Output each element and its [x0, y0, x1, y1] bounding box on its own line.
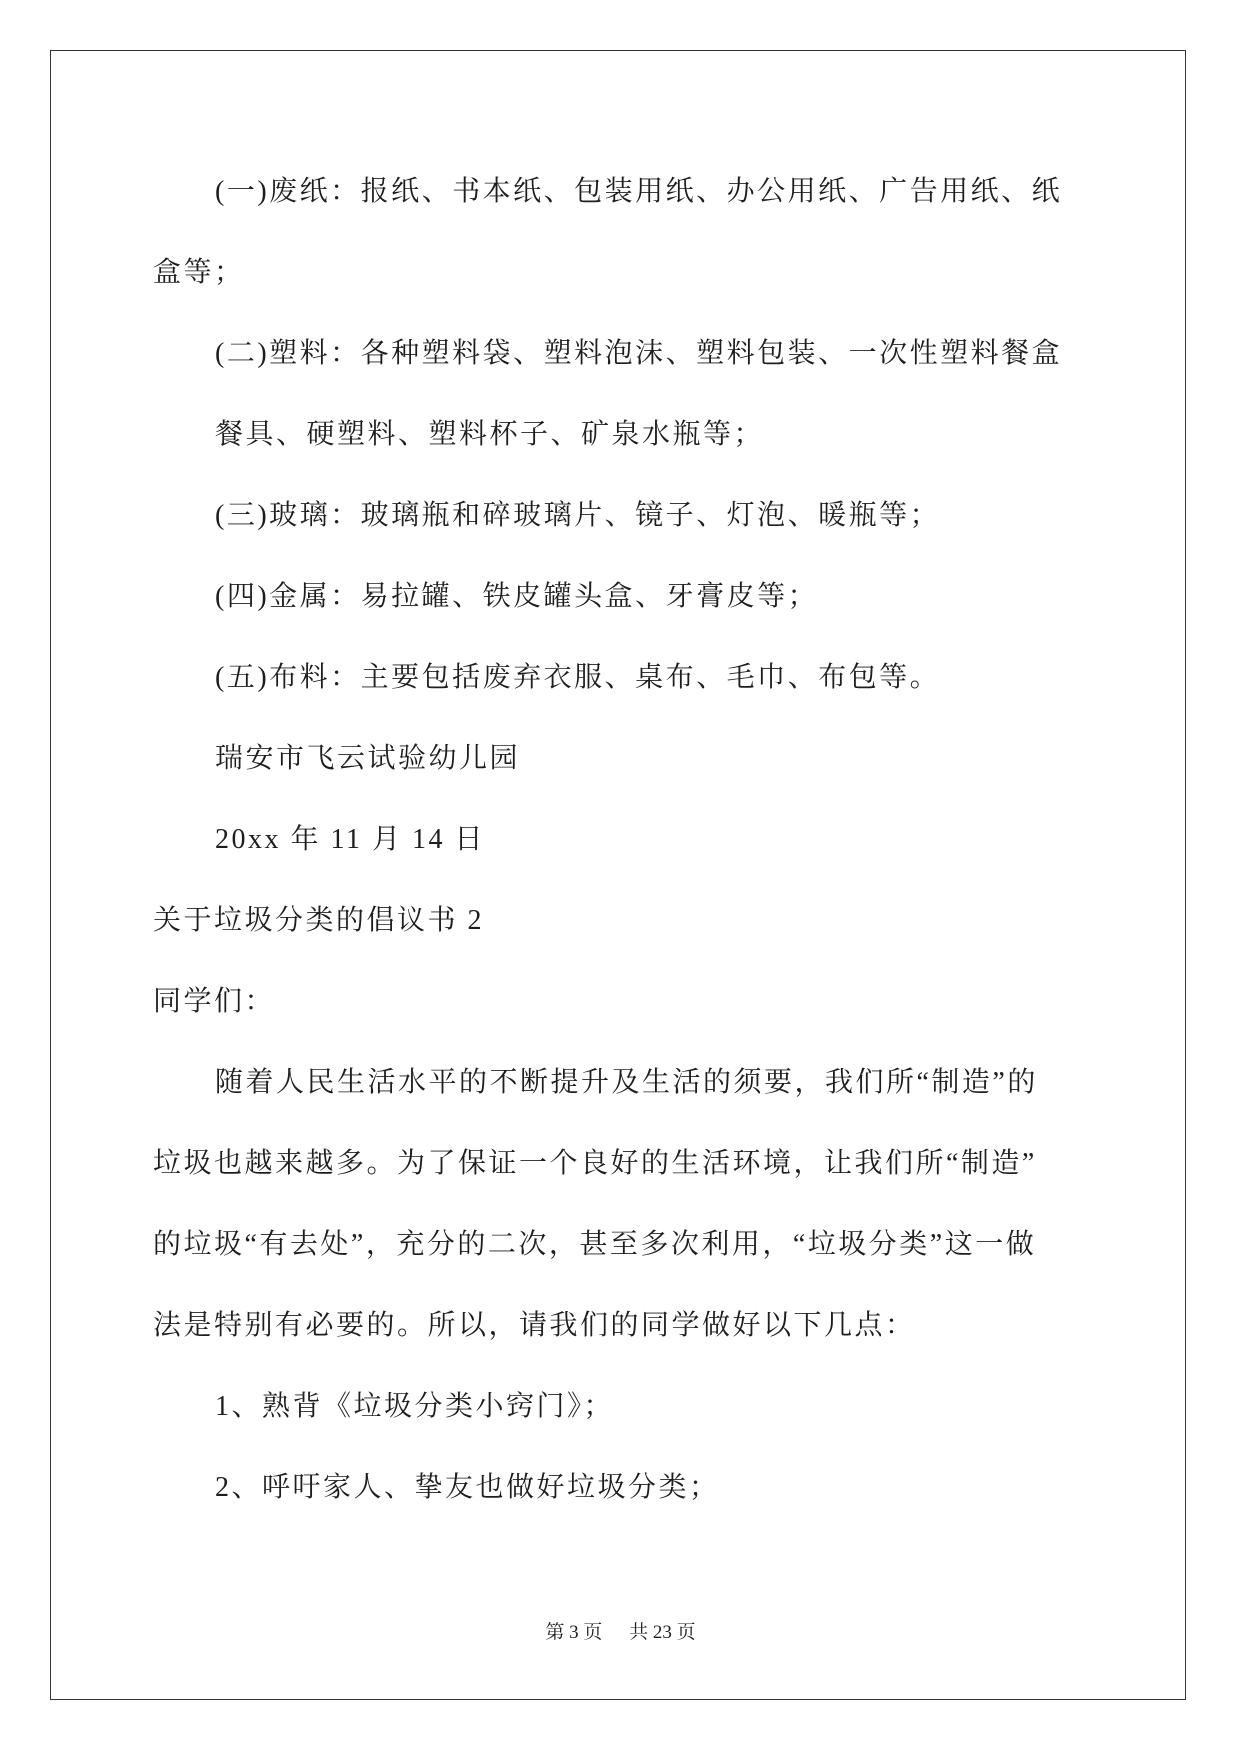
signature-date: 20xx 年 11 月 14 日: [215, 824, 485, 855]
list-item-waste-paper-continued: 盒等；: [153, 257, 245, 288]
list-item-fabric: (五)布料：主要包括废弃衣服、桌布、毛巾、布包等。: [215, 662, 941, 693]
paragraph-line: 的垃圾“有去处”，充分的二次，甚至多次利用，“垃圾分类”这一做: [153, 1229, 1037, 1260]
list-item-plastic: (二)塑料：各种塑料袋、塑料泡沫、塑料包装、一次性塑料餐盒: [215, 338, 1063, 369]
document-body: [153, 151, 1143, 1528]
section-title: 关于垃圾分类的倡议书 2: [153, 905, 485, 936]
list-item-waste-paper: (一)废纸：报纸、书本纸、包装用纸、办公用纸、广告用纸、纸: [215, 176, 1063, 207]
signature-organization: 瑞安市飞云试验幼儿园: [215, 743, 521, 774]
list-item-point-2: 2、呼吁家人、挚友也做好垃圾分类；: [215, 1472, 720, 1503]
paragraph-line: 法是特别有必要的。所以，请我们的同学做好以下几点：: [153, 1310, 916, 1341]
list-item-glass: (三)玻璃：玻璃瓶和碎玻璃片、镜子、灯泡、暖瓶等；: [215, 500, 941, 531]
page-footer: [0, 1620, 1241, 1646]
page-number: 第 3 页: [545, 1622, 603, 1643]
paragraph-line: 垃圾也越来越多。为了保证一个良好的生活环境，让我们所“制造”: [153, 1148, 1037, 1179]
list-item-point-1: 1、熟背《垃圾分类小窍门》；: [215, 1391, 615, 1422]
page-total: 共 23 页: [629, 1622, 696, 1643]
list-item-plastic-continued: 餐具、硬塑料、塑料杯子、矿泉水瓶等；: [215, 419, 765, 450]
list-item-metal: (四)金属：易拉罐、铁皮罐头盒、牙膏皮等；: [215, 581, 819, 612]
salutation: 同学们：: [153, 986, 276, 1017]
paragraph-line: 随着人民生活水平的不断提升及生活的须要，我们所“制造”的: [215, 1067, 1038, 1098]
